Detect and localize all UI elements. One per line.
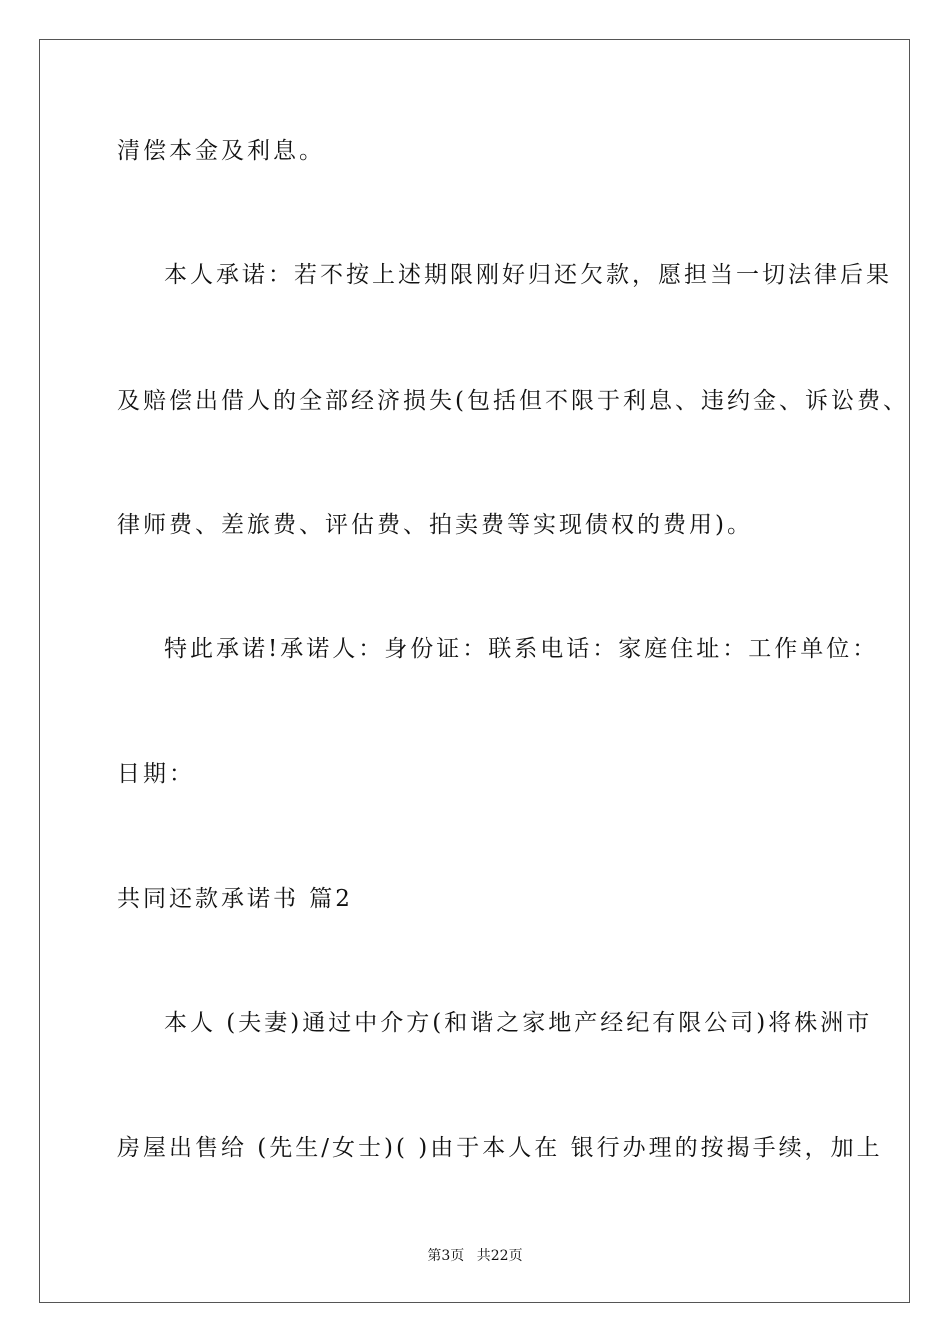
paragraph-line: 本人 (夫妻)通过中介方(和谐之家地产经纪有限公司)将株洲市	[164, 1010, 873, 1036]
paragraph-line: 房屋出售给 (先生/女士)( )由于本人在 银行办理的按揭手续，加上	[117, 1135, 883, 1161]
paragraph-line: 本人承诺：若不按上述期限刚好归还欠款，愿担当一切法律后果	[164, 262, 892, 288]
page-total: 共22页	[476, 1248, 523, 1264]
paragraph-line: 日期：	[117, 761, 195, 787]
page-number: 第3页	[427, 1248, 465, 1264]
page-footer	[0, 1247, 950, 1265]
paragraph-line: 及赔偿出借人的全部经济损失(包括但不限于利息、违约金、诉讼费、	[117, 388, 909, 414]
paragraph-line: 律师费、差旅费、评估费、拍卖费等实现债权的费用)。	[117, 512, 753, 538]
page-border	[39, 39, 910, 1303]
paragraph-line: 特此承诺!承诺人：身份证：联系电话：家庭住址：工作单位：	[164, 636, 879, 662]
section-heading: 共同还款承诺书 篇2	[117, 886, 353, 912]
paragraph-line: 清偿本金及利息。	[117, 138, 325, 164]
